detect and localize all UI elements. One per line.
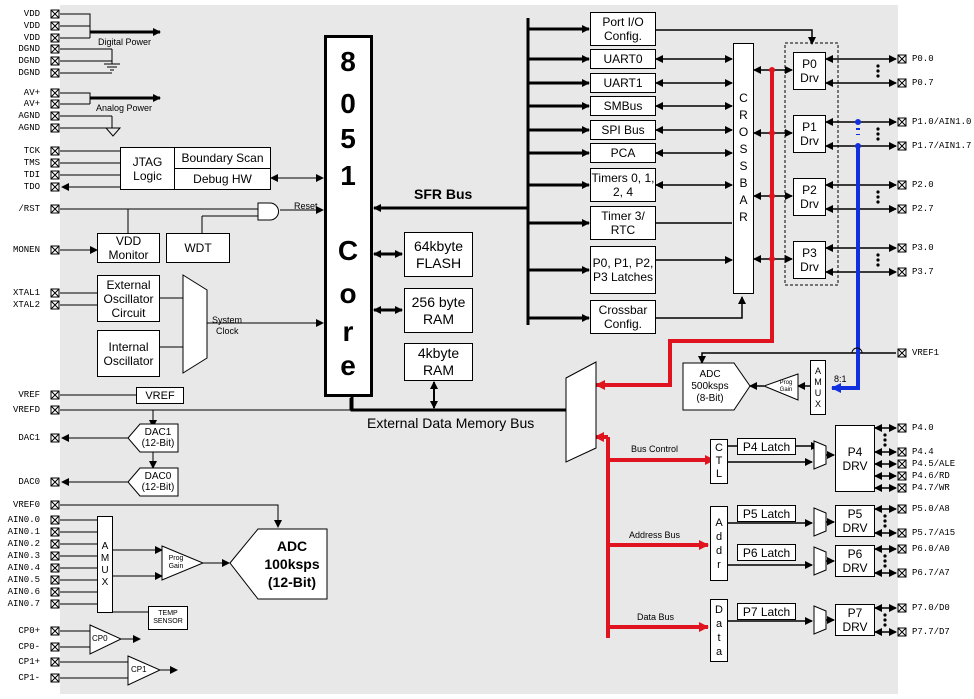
continuation-dot <box>876 69 879 72</box>
address-bus-label: Address Bus <box>629 530 681 540</box>
pin-terminal-ain0 <box>51 552 59 560</box>
pin-terminal-ain0 <box>51 588 59 596</box>
dac0-block: DAC0 (12-Bit) <box>141 471 175 493</box>
continuation-dot <box>883 519 886 522</box>
core-letter: 8 <box>340 46 356 77</box>
pin-terminal-analog_power <box>51 124 59 132</box>
pin-label-right: P2.0 <box>912 180 934 190</box>
core-letter: 0 <box>340 88 356 119</box>
pin-label-right: P2.7 <box>912 204 934 214</box>
continuation-dot <box>876 195 879 198</box>
core-letter: 1 <box>340 160 356 191</box>
system-clock-label-2: Clock <box>216 326 239 336</box>
pin-terminal-jtag <box>51 147 59 155</box>
pin-terminal-power <box>51 34 59 42</box>
analog-power-label: Analog Power <box>96 103 153 113</box>
data-bus-label: Data Bus <box>637 612 675 622</box>
pin-terminal-right <box>898 628 906 636</box>
continuation-dot <box>876 64 879 67</box>
continuation-dot <box>883 623 886 626</box>
data-block: Data <box>710 599 728 662</box>
p7-latch-block: P7 Latch <box>737 603 796 620</box>
pin-terminal-right <box>898 79 906 87</box>
adc12-block <box>258 532 326 596</box>
core-letter: C <box>337 235 359 266</box>
peripheral-block: PCA <box>590 143 656 163</box>
pin-label-cp: CP1- <box>18 673 40 683</box>
pin-terminal-right <box>898 205 906 213</box>
ram4k-block: 4kbyte RAM <box>404 343 473 381</box>
pin-label-analog_power: AV+ <box>23 99 40 109</box>
pin-label-power: VDD <box>23 21 40 31</box>
adc12-line3: (12-Bit) <box>267 574 317 590</box>
pin-terminal-right <box>898 529 906 537</box>
external-oscillator-block: External Oscillator Circuit <box>97 275 160 322</box>
port-driver-p1: P1 Drv <box>793 115 826 153</box>
port-driver-p3: P3 Drv <box>793 241 826 279</box>
crossbar-letter: A <box>739 193 748 207</box>
sfr-bus-label: SFR Bus <box>414 186 473 202</box>
port-driver-p2: P2 Drv <box>793 178 826 216</box>
continuation-dot <box>876 137 879 140</box>
pin-terminal-vref <box>51 391 59 399</box>
pin-label-power: VDD <box>23 9 40 19</box>
pin-label-cp: CP0- <box>18 642 40 652</box>
pin-terminal-ain0 <box>51 576 59 584</box>
crossbar-letter: O <box>738 125 749 139</box>
pin-terminal-jtag <box>51 171 59 179</box>
pin-label-analog_power: AV+ <box>23 88 40 98</box>
pin-terminal-vref0 <box>51 501 59 509</box>
ram256-block: 256 byte RAM <box>404 288 473 333</box>
pin-label-power: DGND <box>18 68 40 78</box>
p5-drv-block: P5 DRV <box>835 505 875 537</box>
amux0-block: AMUX <box>97 516 113 613</box>
pin-terminal-right <box>898 244 906 252</box>
pin-terminal-right <box>898 545 906 553</box>
pin-terminal-ain0 <box>51 600 59 608</box>
pin-label-right: P7.7/D7 <box>912 627 950 637</box>
peripheral-block: Crossbar Config. <box>590 300 656 334</box>
continuation-dot <box>876 127 879 130</box>
cp0-label: CP0 <box>92 634 108 643</box>
pin-label-right: P5.0/A8 <box>912 504 950 514</box>
pin-label-right: P4.4 <box>912 447 934 457</box>
pin-label-ain0: AIN0.4 <box>7 563 40 573</box>
pin-terminal-right <box>898 460 906 468</box>
pin-label-right: P7.0/D0 <box>912 603 950 613</box>
peripheral-block: Timers 0, 1, 2, 4 <box>590 168 656 202</box>
pin-label-right: P1.0/AIN1.0 <box>912 117 972 127</box>
dac1-block: DAC1 (12-Bit) <box>141 427 175 449</box>
p6-drv-block: P6 DRV <box>835 545 875 577</box>
adc8-block: ADC 500ksps (8-Bit) <box>691 369 729 404</box>
prog-gain1-block: Prog Gain <box>779 380 793 393</box>
continuation-dot <box>883 554 886 557</box>
p6-latch-block: P6 Latch <box>737 544 796 561</box>
pin-terminal-right <box>898 268 906 276</box>
pin-terminal-right <box>898 448 906 456</box>
continuation-dot <box>876 132 879 135</box>
crossbar-letter: B <box>739 176 748 190</box>
addr-block: Addr <box>710 506 728 581</box>
pin-label-jtag: TDI <box>23 170 40 180</box>
bus-control-label: Bus Control <box>631 444 679 454</box>
continuation-dot <box>883 433 886 436</box>
adc12-line1: ADC <box>276 538 308 554</box>
pin-label-vrefd: VREFD <box>12 405 40 415</box>
p4-drv-block: P4 DRV <box>835 425 875 492</box>
pin-terminal-xtal <box>51 289 59 297</box>
pin-label-analog_power: AGND <box>18 111 40 121</box>
pin-label-jtag: TMS <box>23 158 40 168</box>
debug-hw-block: Debug HW <box>174 168 271 190</box>
pin-terminal-dac0 <box>51 478 59 486</box>
vdd-monitor-block: VDD Monitor <box>97 233 160 263</box>
boundary-scan-block: Boundary Scan <box>174 147 271 169</box>
pin-terminal-vref1 <box>898 349 906 357</box>
internal-oscillator-block: Internal Oscillator <box>97 330 160 377</box>
pin-label-ain0: AIN0.6 <box>7 587 40 597</box>
pin-label-jtag: TCK <box>23 146 40 156</box>
core-letter: e <box>340 350 356 381</box>
continuation-dot <box>876 258 879 261</box>
continuation-dot <box>876 263 879 266</box>
core-letter: r <box>342 316 354 347</box>
core-letter: 5 <box>340 123 356 154</box>
continuation-dot <box>876 200 879 203</box>
pin-terminal-power <box>51 22 59 30</box>
pin-label-power: DGND <box>18 44 40 54</box>
pin-label-xtal: XTAL1 <box>12 288 40 298</box>
pin-label-cp: CP1+ <box>18 657 40 667</box>
continuation-dot <box>883 618 886 621</box>
system-clock-label-1: System <box>212 315 243 325</box>
pin-terminal-xtal <box>51 301 59 309</box>
pin-label-right: P1.7/AIN1.7 <box>912 141 972 151</box>
pin-label-ain0: AIN0.0 <box>7 515 40 525</box>
peripheral-block: Timer 3/ RTC <box>590 206 656 240</box>
p7-drv-block: P7 DRV <box>835 604 875 636</box>
continuation-dot <box>883 514 886 517</box>
core-letter: o <box>339 278 357 309</box>
pin-terminal-right <box>898 142 906 150</box>
pin-label-ain0: AIN0.1 <box>7 527 40 537</box>
ctl-block: CTL <box>710 439 728 484</box>
pin-terminal-right <box>898 55 906 63</box>
cp1-label: CP1 <box>131 665 147 674</box>
pin-terminal-power <box>51 57 59 65</box>
pin-label-vref0: VREF0 <box>12 500 40 510</box>
pin-terminal-power <box>51 69 59 77</box>
peripheral-block: UART0 <box>590 49 656 69</box>
continuation-dot <box>883 438 886 441</box>
pin-terminal-cp <box>51 674 59 682</box>
pin-label-dac0: DAC0 <box>18 477 40 487</box>
pin-terminal-vrefd <box>51 406 59 414</box>
pin-label-right: P3.7 <box>912 267 934 277</box>
pin-label-ain0: AIN0.7 <box>7 599 40 609</box>
pin-label-right: P6.7/A7 <box>912 568 950 578</box>
pin-label-analog_power: AGND <box>18 123 40 133</box>
crossbar-letter: S <box>739 142 748 156</box>
peripheral-block: SPI Bus <box>590 120 656 140</box>
pin-terminal-power <box>51 45 59 53</box>
pin-label-right: P0.7 <box>912 78 934 88</box>
pin-terminal-right <box>898 181 906 189</box>
pin-terminal-cp <box>51 627 59 635</box>
pin-terminal-power <box>51 10 59 18</box>
p4-latch-block: P4 Latch <box>737 438 796 455</box>
pin-terminal-right <box>898 472 906 480</box>
pin-terminal-jtag <box>51 159 59 167</box>
crossbar-letter: S <box>739 159 748 173</box>
flash-block: 64kbyte FLASH <box>404 232 473 277</box>
pin-label-cp: CP0+ <box>18 626 40 636</box>
continuation-dot <box>876 74 879 77</box>
peripheral-block: Port I/O Config. <box>590 12 656 46</box>
pin-terminal-right <box>898 424 906 432</box>
continuation-dot <box>883 559 886 562</box>
temp-sensor-block: TEMP SENSOR <box>148 606 188 630</box>
pin-label-monen: MONEN <box>12 245 40 255</box>
prog-gain0-block: Prog Gain <box>168 555 184 570</box>
pin-label-right: P4.0 <box>912 423 934 433</box>
pin-label-power: VDD <box>23 33 40 43</box>
pin-terminal-monen <box>51 246 59 254</box>
pin-label-dac1: DAC1 <box>18 433 40 443</box>
pin-label-xtal: XTAL2 <box>12 300 40 310</box>
pin-terminal-analog_power <box>51 89 59 97</box>
reset-label: Reset <box>294 201 318 211</box>
pin-terminal-right <box>898 118 906 126</box>
pin-label-ain0: AIN0.3 <box>7 551 40 561</box>
pin-label-ain0: AIN0.5 <box>7 575 40 585</box>
pin-terminal-right <box>898 604 906 612</box>
port-driver-p0: P0 Drv <box>793 52 826 90</box>
pin-terminal-ain0 <box>51 540 59 548</box>
pin-terminal-jtag <box>51 183 59 191</box>
continuation-dot <box>883 613 886 616</box>
pin-label-right: P6.0/A0 <box>912 544 950 554</box>
pin-label-right: P4.5/ALE <box>912 459 956 469</box>
continuation-dot <box>883 564 886 567</box>
pin-label-right: P4.7/WR <box>912 483 950 493</box>
pin-terminal-analog_power <box>51 100 59 108</box>
adc12-line2: 100ksps <box>264 556 320 572</box>
pin-label-rst: /RST <box>18 204 40 214</box>
pin-terminal-rst <box>51 205 59 213</box>
pin-terminal-right <box>898 505 906 513</box>
pin-label-right: P3.0 <box>912 243 934 253</box>
wdt-block: WDT <box>166 233 230 263</box>
pin-terminal-ain0 <box>51 528 59 536</box>
pin-label-right: P0.0 <box>912 54 934 64</box>
pin-label-right: P4.6/RD <box>912 471 950 481</box>
pin-terminal-ain0 <box>51 564 59 572</box>
amux1-block: AMUX <box>810 360 826 415</box>
continuation-dot <box>876 190 879 193</box>
pin-terminal-right <box>898 484 906 492</box>
pin-terminal-analog_power <box>51 112 59 120</box>
pin-label-right: P5.7/A15 <box>912 528 956 538</box>
crossbar-letter: R <box>739 108 748 122</box>
crossbar-letter: C <box>739 91 748 105</box>
pin-label-ain0: AIN0.2 <box>7 539 40 549</box>
crossbar-letter: R <box>739 210 748 224</box>
pin-terminal-cp <box>51 643 59 651</box>
eight-to-one-label: 8:1 <box>834 374 847 384</box>
pin-terminal-dac1 <box>51 434 59 442</box>
jtag-logic-block: JTAG Logic <box>120 147 175 190</box>
p5-latch-block: P5 Latch <box>737 505 796 522</box>
vref-block: VREF <box>136 387 184 404</box>
continuation-dot <box>876 253 879 256</box>
continuation-dot <box>883 443 886 446</box>
pin-terminal-cp <box>51 658 59 666</box>
pin-terminal-ain0 <box>51 516 59 524</box>
pin-label-vref1: VREF1 <box>912 348 940 358</box>
peripheral-block: SMBus <box>590 96 656 116</box>
pin-label-jtag: TDO <box>23 182 40 192</box>
pin-terminal-right <box>898 569 906 577</box>
pin-label-vref: VREF <box>18 390 40 400</box>
digital-power-label: Digital Power <box>98 37 152 47</box>
pin-label-power: DGND <box>18 56 40 66</box>
continuation-dot <box>883 524 886 527</box>
peripheral-block: UART1 <box>590 73 656 93</box>
peripheral-block: P0, P1, P2, P3 Latches <box>590 246 656 294</box>
external-data-memory-bus-label: External Data Memory Bus <box>367 415 535 431</box>
